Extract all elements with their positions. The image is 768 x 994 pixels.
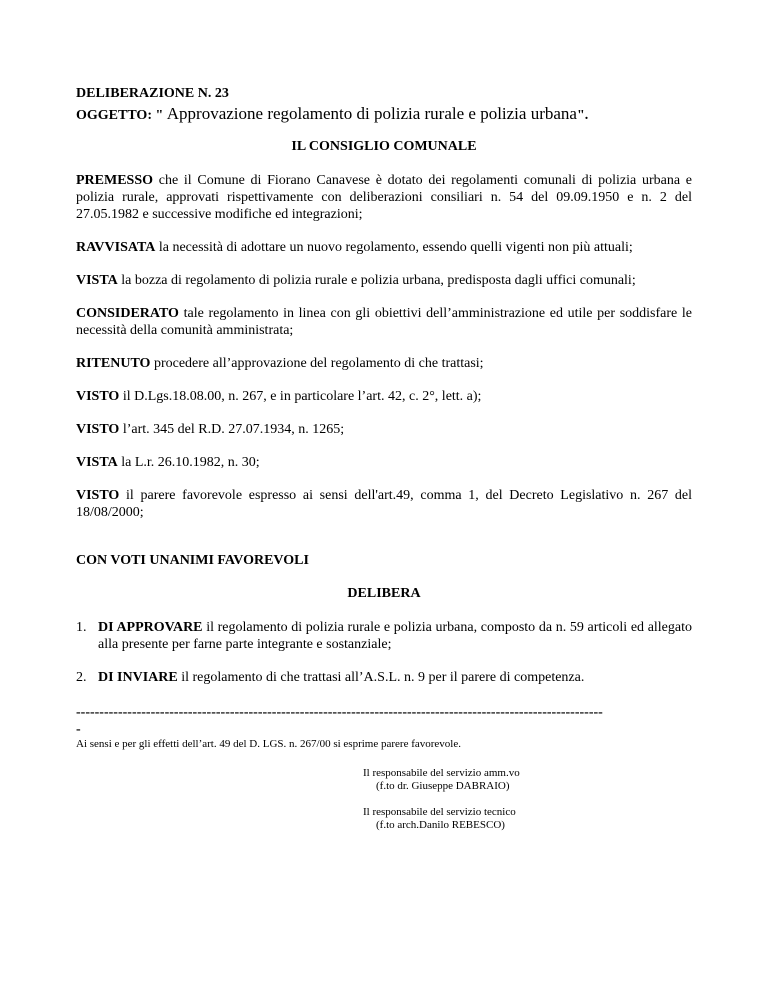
- paragraph-key: PREMESSO: [76, 173, 154, 188]
- paragraph-key: VISTO: [76, 488, 120, 503]
- paragraph-key: CONSIDERATO: [76, 306, 179, 321]
- decision-text: il regolamento di che trattasi all’A.S.L. n. 9 per il parere di competenza.: [177, 670, 585, 685]
- decision-item: [76, 669, 692, 686]
- paragraph-text: il parere favorevole espresso ai sensi dell'art.49, comma 1, del Decreto Legislativo n. 267 del 18/08/2000;: [76, 488, 692, 520]
- paragraph-key: RAVVISATA: [76, 240, 156, 255]
- decision-text: il regolamento di polizia rurale e polizia urbana, composto da n. 59 articoli ed allegato alla presente per farne parte integrante e sostanziale;: [98, 620, 692, 652]
- deliberation-number: DELIBERAZIONE N. 23: [76, 86, 229, 101]
- paragraph-text: il D.Lgs.18.08.00, n. 267, e in particolare l’art. 42, c. 2°, lett. a);: [119, 389, 482, 404]
- paragraph-text: la L.r. 26.10.1982, n. 30;: [117, 455, 260, 470]
- decision-key: DI INVIARE: [98, 670, 178, 685]
- separator-line: -----------------------------------------------------------------------------------------------------------------: [76, 705, 603, 720]
- paragraph-premesso: [76, 172, 692, 223]
- votes-statement: CON VOTI UNANIMI FAVOREVOLI: [76, 553, 309, 568]
- signature-name: (f.to arch.Danilo REBESCO): [376, 819, 505, 831]
- paragraph-key: VISTO: [76, 389, 120, 404]
- paragraph-vista-lr: [76, 454, 692, 471]
- paragraph-visto-parere: [76, 487, 692, 521]
- decision-key: DI APPROVARE: [98, 620, 203, 635]
- subject-end: ".: [576, 108, 589, 123]
- council-title: IL CONSIGLIO COMUNALE: [291, 139, 477, 154]
- paragraph-text: l’art. 345 del R.D. 27.07.1934, n. 1265;: [119, 422, 345, 437]
- signature-name: (f.to dr. Giuseppe DABRAIO): [376, 780, 510, 792]
- decision-item: [76, 619, 692, 653]
- delibera-title: DELIBERA: [347, 586, 421, 601]
- subject-text: Approvazione regolamento di polizia rurale e polizia urbana: [166, 104, 577, 123]
- paragraph-text: la necessità di adottare un nuovo regolamento, essendo quelli vigenti non più attuali;: [155, 240, 633, 255]
- paragraph-key: RITENUTO: [76, 356, 151, 371]
- paragraph-visto-dlgs: [76, 388, 692, 405]
- paragraph-key: VISTA: [76, 455, 118, 470]
- paragraph-text: tale regolamento in linea con gli obiettivi dell’amministrazione ed utile per soddisfare le necessità della comunità amministrata;: [76, 306, 692, 338]
- decision-number: 2.: [76, 670, 87, 685]
- decision-number: 1.: [76, 620, 87, 635]
- paragraph-considerato: [76, 305, 692, 339]
- paragraph-text: procedere all’approvazione del regolamento di che trattasi;: [150, 356, 484, 371]
- paragraph-key: VISTO: [76, 422, 120, 437]
- paragraph-ritenuto: [76, 355, 692, 372]
- opinion-note: Ai sensi e per gli effetti dell’art. 49 del D. LGS. n. 267/00 si esprime parere favorevole.: [76, 738, 461, 750]
- paragraph-vista-bozza: [76, 272, 692, 289]
- paragraph-key: VISTA: [76, 273, 118, 288]
- paragraph-text: che il Comune di Fiorano Canavese è dotato dei regolamenti comunali di polizia urbana e polizia rurale, approvati rispettivamente con deliberazioni consiliari n. 54 del 09.09.1950 e n. 2 del 27.05.1982 e successive modifiche ed integrazioni;: [76, 173, 692, 222]
- subject-line: [76, 104, 588, 124]
- paragraph-visto-rd: [76, 421, 692, 438]
- paragraph-ravvisata: [76, 239, 692, 256]
- signature-role: Il responsabile del servizio tecnico: [363, 806, 516, 818]
- subject-label: OGGETTO: ": [76, 108, 167, 123]
- paragraph-text: la bozza di regolamento di polizia rurale e polizia urbana, predisposta dagli uffici comunali;: [117, 273, 636, 288]
- signature-role: Il responsabile del servizio amm.vo: [363, 767, 520, 779]
- separator-tail: -: [76, 722, 81, 737]
- document-page: [76, 0, 692, 994]
